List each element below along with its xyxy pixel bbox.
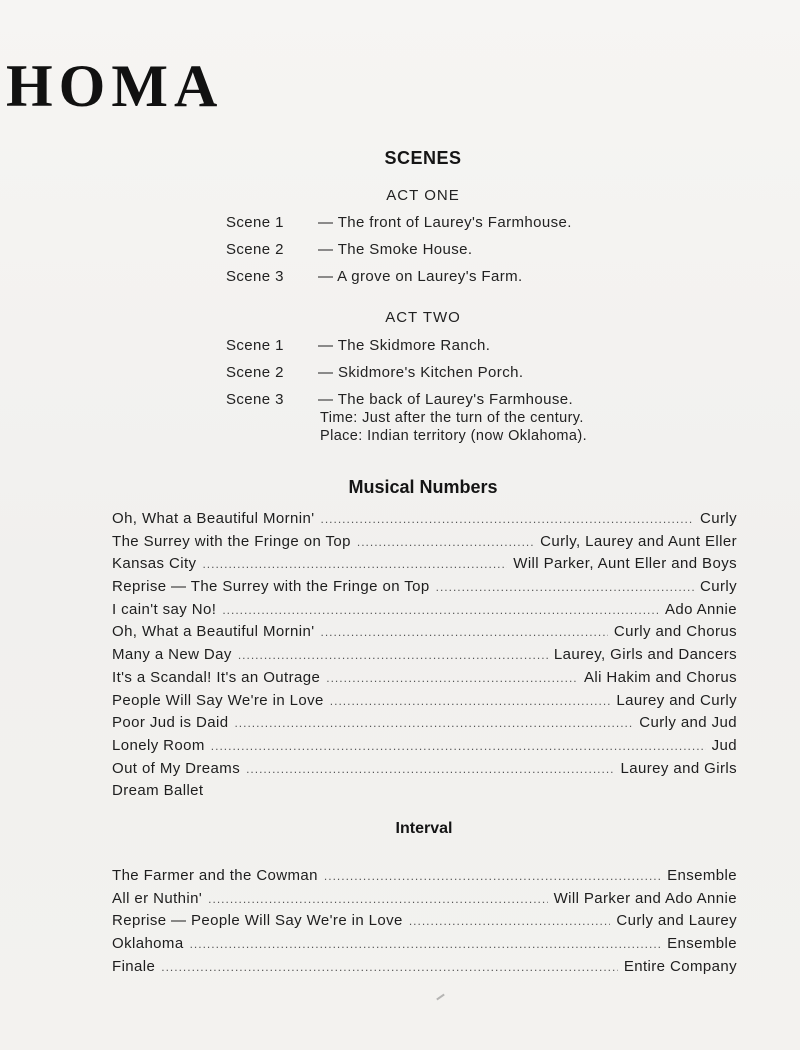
performer: Curly <box>699 578 737 596</box>
dot-leader <box>330 691 611 711</box>
performer: Laurey and Curly <box>616 691 737 709</box>
number-row <box>112 781 737 804</box>
scene-place: — Skidmore's Kitchen Porch. <box>318 364 524 381</box>
dot-leader <box>324 866 661 886</box>
scene-item <box>226 213 572 240</box>
dot-leader <box>234 713 633 733</box>
number-row <box>112 691 737 714</box>
interval-numbers-list <box>112 866 737 979</box>
dot-leader <box>161 957 618 977</box>
song-title: People Will Say We're in Love <box>112 691 324 709</box>
scene-place: — The back of Laurey's Farmhouse. <box>318 391 574 408</box>
time-note: Time: Just after the turn of the century. <box>320 410 584 426</box>
number-row <box>112 911 737 934</box>
dot-leader <box>238 645 548 665</box>
performer: Jud <box>711 736 737 754</box>
dot-leader <box>222 600 659 620</box>
scene-place: — The Skidmore Ranch. <box>318 337 491 354</box>
performer: Ensemble <box>667 867 737 884</box>
song-title: It's a Scandal! It's an Outrage <box>112 668 321 686</box>
scene-item <box>226 267 572 294</box>
performer: Curly, Laurey and Aunt Eller <box>540 532 737 550</box>
act-one-scene-list <box>226 213 572 294</box>
scene-item <box>226 240 572 267</box>
act-two-heading: ACT TWO <box>385 309 461 326</box>
scene-label: Scene 3 <box>226 391 284 408</box>
number-row <box>112 934 737 957</box>
act-one-heading: ACT ONE <box>386 187 460 204</box>
number-row <box>112 889 737 912</box>
song-title: Reprise — The Surrey with the Fringe on Top <box>112 578 430 596</box>
pencil-mark <box>436 994 445 1001</box>
musical-numbers-list <box>112 509 737 804</box>
song-title: All er Nuthin' <box>112 889 203 907</box>
musical-numbers-heading: Musical Numbers <box>348 477 498 497</box>
dot-leader <box>246 759 614 779</box>
song-title: Poor Jud is Daid <box>112 714 229 732</box>
song-title: I cain't say No! <box>112 600 217 618</box>
dot-leader <box>409 911 611 931</box>
scene-place: — A grove on Laurey's Farm. <box>318 268 523 285</box>
dot-leader <box>190 934 662 954</box>
place-note: Place: Indian territory (now Oklahoma). <box>320 428 588 444</box>
number-row <box>112 622 737 645</box>
performer: Curly and Jud <box>639 714 737 732</box>
performer: Curly and Laurey <box>616 912 737 930</box>
performer: Will Parker and Ado Annie <box>553 889 737 907</box>
number-row <box>112 713 737 736</box>
scene-item <box>226 336 573 363</box>
song-title: Oh, What a Beautiful Mornin' <box>112 623 315 641</box>
scene-item <box>226 363 573 390</box>
song-title: The Surrey with the Fringe on Top <box>112 532 351 550</box>
number-row <box>112 509 737 532</box>
scenes-heading: SCENES <box>384 148 462 168</box>
number-row <box>112 645 737 668</box>
performer: Laurey, Girls and Dancers <box>553 646 737 664</box>
dot-leader <box>321 622 608 642</box>
song-title: Reprise — People Will Say We're in Love <box>112 912 403 930</box>
number-row <box>112 600 737 623</box>
number-row <box>112 554 737 577</box>
song-title: Dream Ballet <box>112 782 204 800</box>
number-row <box>112 532 737 555</box>
song-title: Lonely Room <box>112 736 205 754</box>
scene-label: Scene 3 <box>226 268 284 285</box>
song-title: Out of My Dreams <box>112 759 241 777</box>
interval-heading: Interval <box>395 820 453 837</box>
scene-place: — The Smoke House. <box>318 241 473 258</box>
scene-label: Scene 1 <box>226 214 284 231</box>
number-row <box>112 759 737 782</box>
number-row <box>112 577 737 600</box>
dot-leader <box>208 889 547 909</box>
scene-label: Scene 1 <box>226 337 284 354</box>
performer: Ali Hakim and Chorus <box>583 668 737 686</box>
dot-leader <box>436 577 694 597</box>
scene-label: Scene 2 <box>226 364 284 381</box>
performer: Curly and Chorus <box>613 623 737 641</box>
number-row <box>112 866 737 889</box>
song-title: The Farmer and the Cowman <box>112 867 318 884</box>
dot-leader <box>211 736 706 756</box>
scene-label: Scene 2 <box>226 241 284 258</box>
number-row <box>112 736 737 759</box>
dot-leader <box>357 532 534 552</box>
song-title: Many a New Day <box>112 646 232 664</box>
performer: Entire Company <box>623 957 737 975</box>
performer: Ado Annie <box>665 600 737 618</box>
dot-leader <box>321 509 694 529</box>
song-title: Kansas City <box>112 555 197 573</box>
performer: Curly <box>699 510 737 527</box>
dot-leader <box>202 554 507 574</box>
song-title: Oh, What a Beautiful Mornin' <box>112 510 315 527</box>
scene-place: — The front of Laurey's Farmhouse. <box>318 214 572 231</box>
number-row <box>112 668 737 691</box>
performer: Laurey and Girls <box>620 759 737 777</box>
show-title: HOMA <box>6 53 224 119</box>
act-two-scene-list <box>226 336 573 417</box>
song-title: Oklahoma <box>112 935 184 953</box>
dot-leader <box>326 668 578 688</box>
number-row <box>112 957 737 980</box>
song-title: Finale <box>112 957 156 975</box>
performer: Ensemble <box>667 935 737 953</box>
performer: Will Parker, Aunt Eller and Boys <box>513 555 737 573</box>
